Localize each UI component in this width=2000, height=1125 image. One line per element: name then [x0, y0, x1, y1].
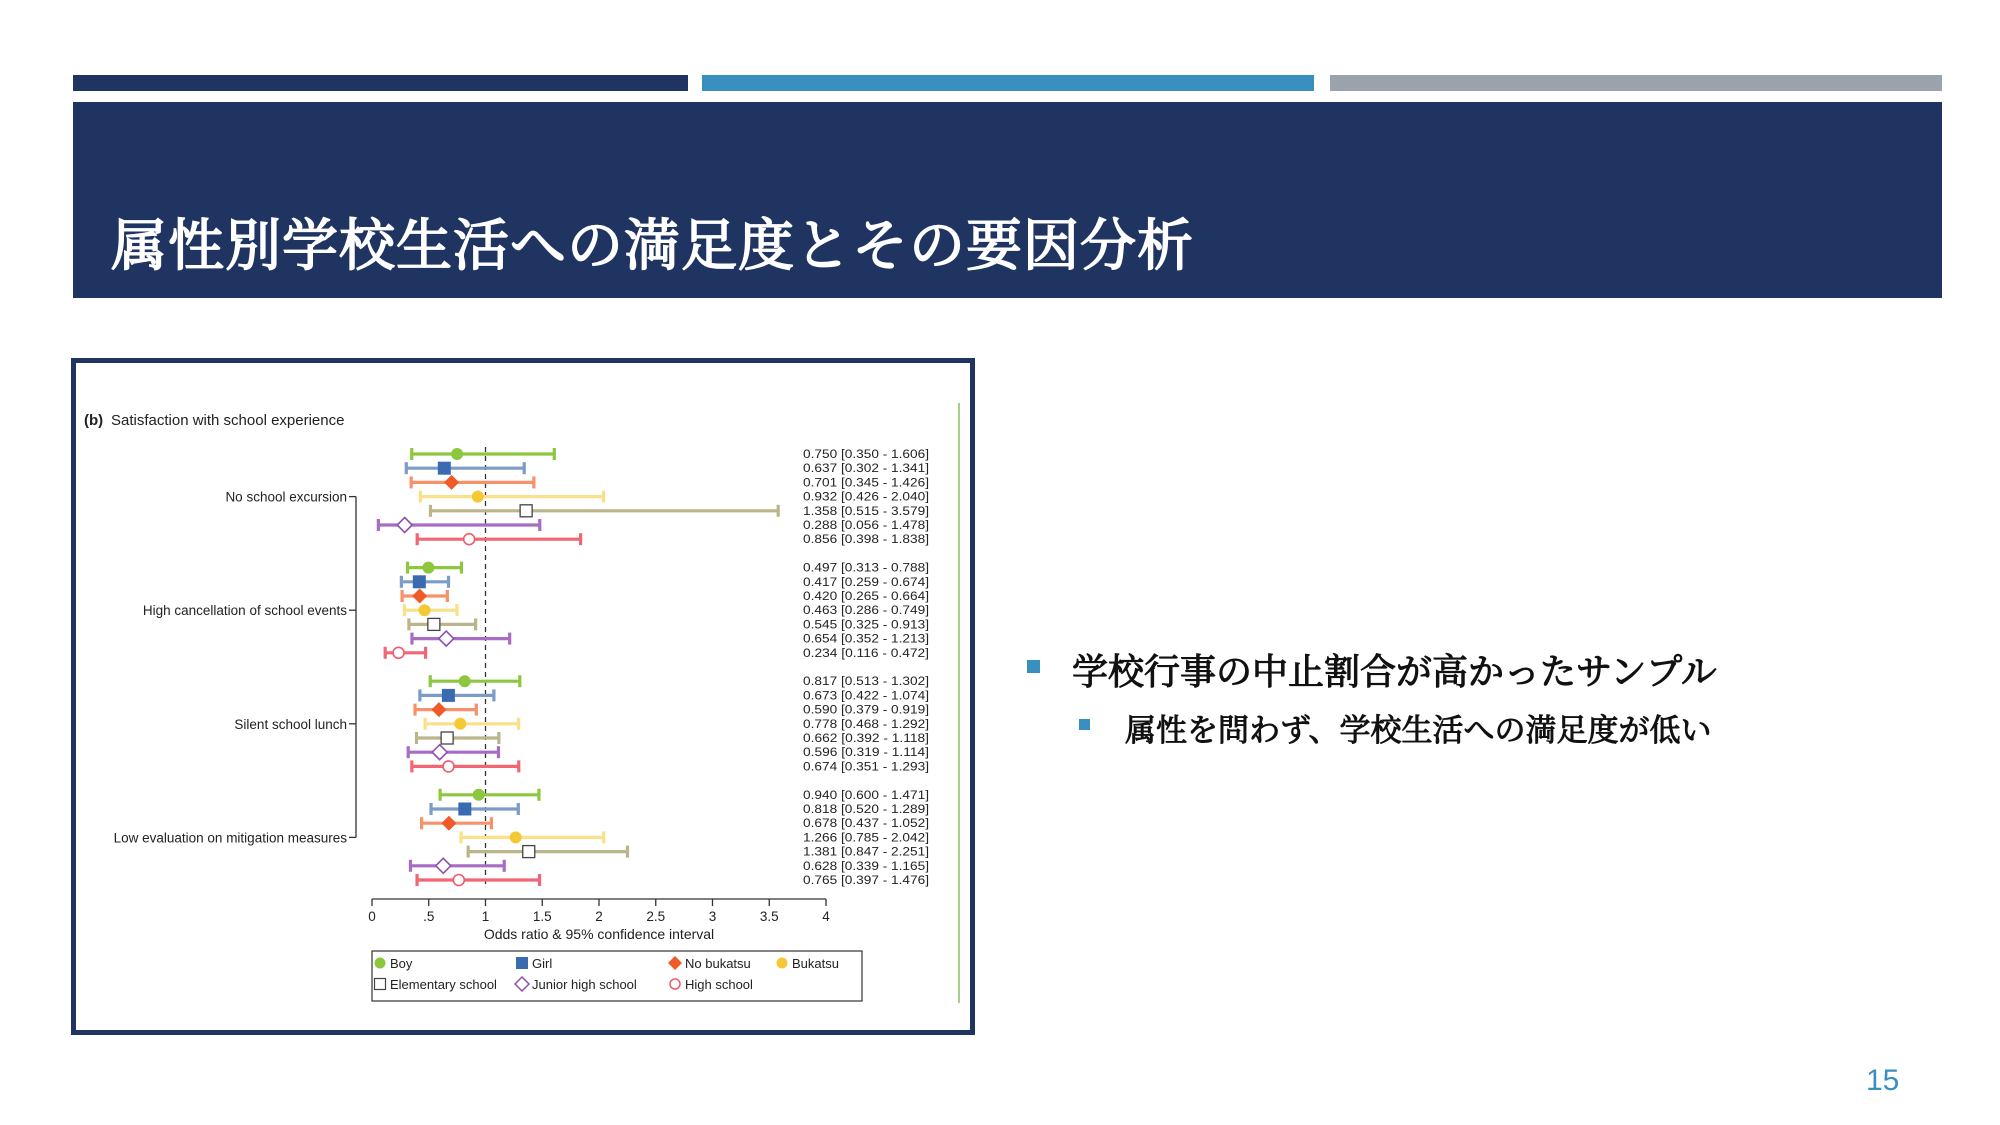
x-tick-label: 2.5	[646, 909, 666, 924]
chart-title: Satisfaction with school experience	[111, 412, 345, 429]
estimate-text: 0.654 [0.352 - 1.213]	[803, 633, 929, 646]
forest-plot	[76, 363, 970, 1030]
odds-ratio-point	[464, 534, 475, 545]
legend-marker	[670, 979, 680, 989]
odds-ratio-point	[393, 647, 404, 658]
odds-ratio-point	[454, 718, 466, 730]
odds-ratio-point	[441, 816, 456, 831]
odds-ratio-point	[431, 702, 446, 717]
estimate-text: 0.637 [0.302 - 1.341]	[803, 463, 929, 476]
legend-marker	[777, 958, 788, 969]
estimate-text: 0.628 [0.339 - 1.165]	[803, 860, 929, 873]
estimate-text: 0.940 [0.600 - 1.471]	[803, 789, 929, 802]
odds-ratio-point	[419, 604, 431, 616]
odds-ratio-point	[458, 803, 471, 816]
estimate-text: 0.678 [0.437 - 1.052]	[803, 818, 929, 831]
odds-ratio-point	[413, 575, 426, 588]
odds-ratio-point	[473, 789, 485, 801]
odds-ratio-point	[428, 618, 440, 630]
group-label: No school excursion	[225, 489, 347, 505]
legend-label: Elementary school	[390, 977, 497, 992]
estimate-text: 0.234 [0.116 - 0.472]	[803, 647, 929, 660]
accent-bar-gray	[1330, 75, 1942, 91]
accent-bar-navy	[73, 75, 688, 91]
estimate-text: 1.381 [0.847 - 2.251]	[803, 846, 929, 859]
odds-ratio-point	[422, 562, 434, 574]
legend-box	[372, 951, 862, 1001]
legend-label: High school	[685, 977, 753, 992]
odds-ratio-point	[520, 505, 532, 517]
legend-label: No bukatsu	[685, 956, 751, 971]
estimate-text: 0.818 [0.520 - 1.289]	[803, 804, 929, 816]
estimate-text: 0.417 [0.259 - 0.674]	[803, 576, 929, 589]
page-number: 15	[1866, 1064, 1900, 1097]
estimate-text: 0.750 [0.350 - 1.606]	[803, 449, 929, 461]
legend-label: Junior high school	[532, 977, 637, 992]
x-tick-label: 3	[708, 909, 717, 924]
odds-ratio-point	[443, 761, 454, 772]
chart-frame	[71, 358, 975, 1035]
bullet-square-icon	[1079, 719, 1090, 730]
odds-ratio-point	[472, 491, 484, 503]
x-axis-label: Odds ratio & 95% confidence interval	[483, 926, 715, 942]
odds-ratio-point	[441, 732, 453, 744]
odds-ratio-point	[412, 589, 427, 604]
estimate-text: 0.932 [0.426 - 2.040]	[803, 491, 929, 504]
bullet-square-icon	[1027, 660, 1040, 673]
estimate-text: 0.817 [0.513 - 1.302]	[803, 676, 929, 689]
estimate-text: 0.497 [0.313 - 0.788]	[803, 562, 929, 575]
x-tick-label: .5	[423, 909, 435, 924]
bullet-level1-text: 学校行事の中止割合が高かったサンプル	[1072, 652, 1717, 693]
estimate-text: 1.266 [0.785 - 2.042]	[803, 832, 929, 845]
estimate-text: 1.358 [0.515 - 3.579]	[803, 505, 929, 518]
group-label: High cancellation of school events	[142, 603, 347, 619]
estimate-text: 0.662 [0.392 - 1.118]	[803, 733, 929, 745]
odds-ratio-point	[523, 846, 535, 858]
x-tick-label: 1.5	[532, 909, 552, 924]
legend-marker	[375, 958, 386, 969]
estimate-text: 0.701 [0.345 - 1.426]	[803, 477, 929, 490]
title-banner	[73, 102, 1942, 298]
estimate-text: 0.288 [0.056 - 1.478]	[803, 520, 929, 532]
estimate-text: 0.674 [0.351 - 1.293]	[803, 761, 929, 774]
bullet-level2-text: 属性を問わず、学校生活への満足度が低い	[1125, 713, 1712, 749]
odds-ratio-point	[397, 518, 412, 533]
estimate-text: 0.545 [0.325 - 0.913]	[803, 619, 929, 632]
x-tick-label: 3.5	[759, 909, 779, 924]
odds-ratio-point	[432, 745, 447, 760]
odds-ratio-point	[459, 675, 471, 687]
estimate-text: 0.856 [0.398 - 1.838]	[803, 534, 929, 547]
x-tick-label: 2	[595, 909, 603, 924]
legend-label: Boy	[390, 956, 413, 971]
slide-title: 属性別学校生活への満足度とその要因分析	[111, 214, 1194, 279]
odds-ratio-point	[453, 875, 464, 886]
accent-bar-blue	[702, 75, 1314, 91]
odds-ratio-point	[439, 631, 454, 646]
legend-label: Bukatsu	[792, 956, 839, 971]
odds-ratio-point	[444, 475, 459, 490]
estimate-text: 0.673 [0.422 - 1.074]	[803, 690, 929, 703]
odds-ratio-point	[438, 462, 451, 475]
legend-marker	[375, 979, 386, 990]
estimate-text: 0.590 [0.379 - 0.919]	[803, 704, 929, 717]
x-tick-label: 1	[481, 909, 490, 924]
group-label: Silent school lunch	[234, 716, 347, 732]
legend-label: Girl	[532, 956, 553, 971]
estimate-text: 0.778 [0.468 - 1.292]	[803, 718, 929, 731]
legend-marker	[516, 957, 528, 969]
odds-ratio-point	[451, 448, 463, 460]
odds-ratio-point	[442, 689, 455, 702]
panel-label: (b)	[84, 412, 104, 429]
x-tick-label: 4	[822, 909, 830, 924]
estimate-text: 0.596 [0.319 - 1.114]	[803, 747, 929, 760]
odds-ratio-point	[510, 831, 522, 843]
odds-ratio-point	[436, 858, 451, 873]
estimate-text: 0.765 [0.397 - 1.476]	[803, 875, 929, 887]
x-tick-label: 0	[368, 909, 376, 924]
estimate-text: 0.420 [0.265 - 0.664]	[803, 591, 929, 603]
estimate-text: 0.463 [0.286 - 0.749]	[803, 605, 929, 618]
group-label: Low evaluation on mitigation measures	[113, 830, 347, 846]
